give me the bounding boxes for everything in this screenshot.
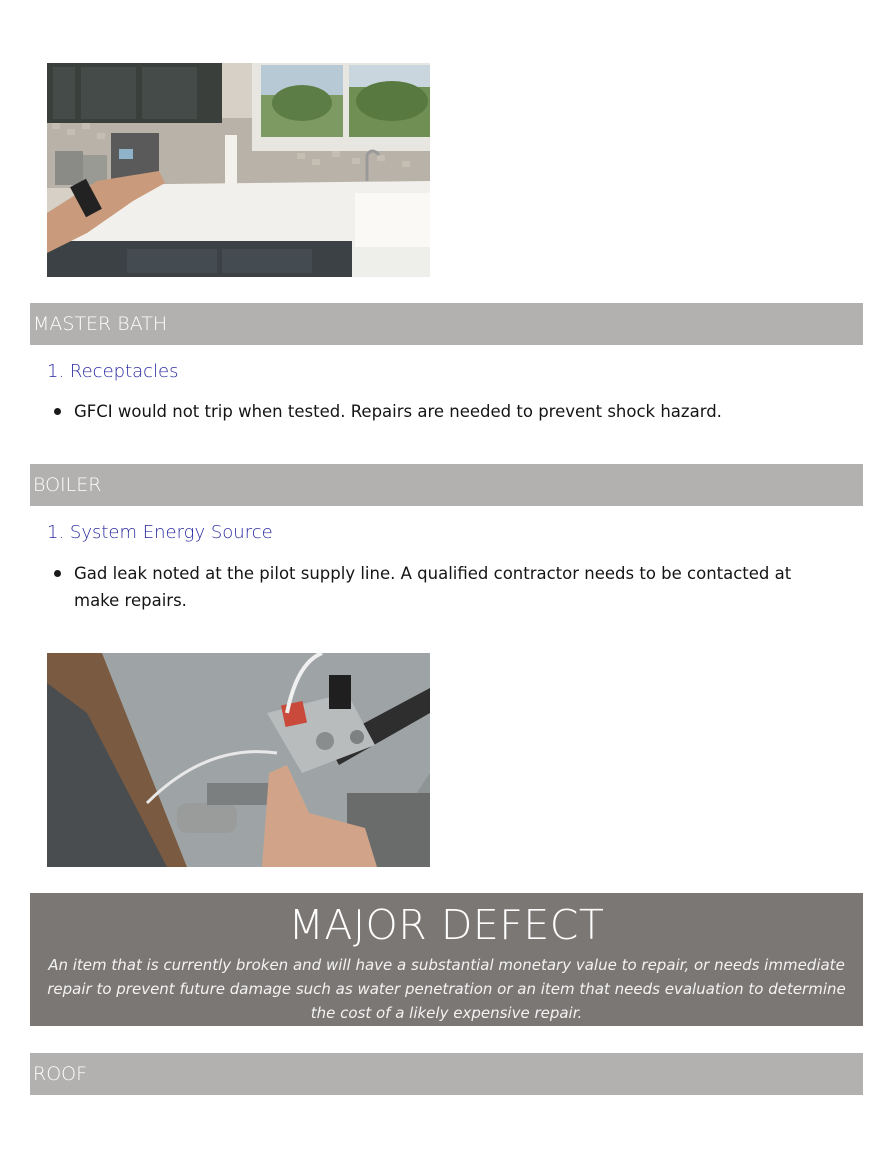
bullet-icon xyxy=(54,408,61,415)
boiler-gas-valve-photo xyxy=(47,653,430,867)
section-bar-boiler: BOILER xyxy=(30,464,863,506)
list-item xyxy=(47,560,837,614)
bullet-icon xyxy=(54,570,61,577)
kitchen-counter-photo xyxy=(47,63,430,277)
boiler-comment-list xyxy=(47,560,837,614)
major-defect-banner xyxy=(30,893,863,1026)
defect-description: An item that is currently broken and will have a substantial monetary value to repair, or needs immediate repair to prevent future damage such as water penetration or an item that needs evaluation to determine the cost of a likely expensive repair. xyxy=(47,956,846,1022)
master-bath-comment-list xyxy=(47,398,837,425)
defect-title: MAJOR DEFECT xyxy=(288,901,605,949)
item-heading-system-energy-source: 1. System Energy Source xyxy=(47,522,273,543)
section-bar-roof: ROOF xyxy=(30,1053,863,1095)
section-bar-master-bath: MASTER BATH xyxy=(30,303,863,345)
list-item xyxy=(47,398,837,425)
comment-text: Gad leak noted at the pilot supply line. A qualified contractor needs to be contacted at make repairs. xyxy=(74,564,792,610)
item-heading-receptacles: 1. Receptacles xyxy=(47,361,179,382)
comment-text: GFCI would not trip when tested. Repairs are needed to prevent shock hazard. xyxy=(74,402,722,421)
